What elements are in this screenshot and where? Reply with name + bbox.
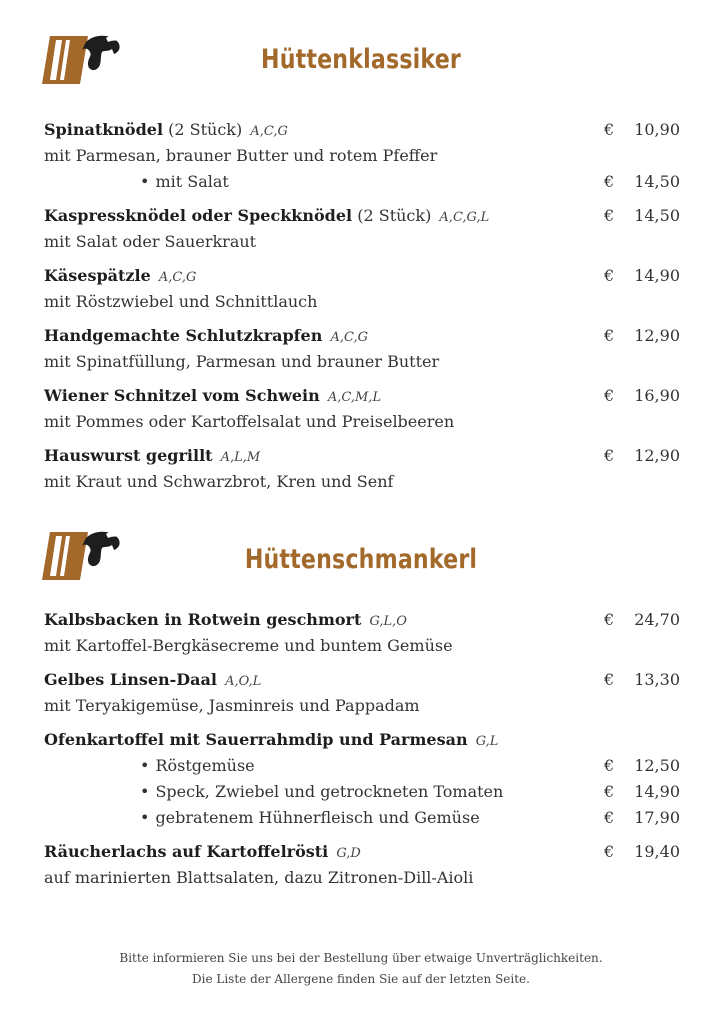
allergen-codes: G,L <box>475 734 499 749</box>
allergen-codes: A,C,M,L <box>327 390 382 405</box>
menu-item: Handgemachte Schlutzkrapfen A,C,G € 12,90 mit Spinatfüllung, Parmesan und brauner Butter <box>44 323 680 383</box>
allergen-codes: A,C,G,L <box>439 210 490 225</box>
dish-name: Wiener Schnitzel vom Schwein <box>44 386 320 405</box>
dish-option: • Speck, Zwiebel und getrockneten Tomaten <box>44 782 503 801</box>
menu-item: Ofenkartoffel mit Sauerrahmdip und Parmesan G,L • Röstgemüse € 12,50 • Speck, Zwiebel und getrockneten Tomaten € 14,90 • gebratenem Hühnerfleisch und Gemüse € 17,90 <box>44 727 680 839</box>
dish-name: Käsespätzle <box>44 266 151 285</box>
dish-quantity: (2 Stück) <box>168 120 243 139</box>
menu-item: Gelbes Linsen-Daal A,O,L € 13,30 mit Teryakigemüse, Jasminreis und Pappadam <box>44 667 680 727</box>
dish-description: mit Kraut und Schwarzbrot, Kren und Senf <box>44 472 394 491</box>
dish-description: mit Kartoffel-Bergkäsecreme und buntem Gemüse <box>44 636 453 655</box>
allergen-codes: A,C,G <box>158 270 197 285</box>
allergen-codes: A,O,L <box>225 674 262 689</box>
section-header-klassiker <box>0 34 722 94</box>
dish-description: mit Parmesan, brauner Butter und rotem Pfeffer <box>44 146 438 165</box>
dish-description: mit Spinatfüllung, Parmesan und brauner Butter <box>44 352 440 371</box>
dish-name: Hauswurst gegrillt <box>44 446 213 465</box>
menu-list-schmankerl <box>44 607 680 899</box>
menu-item: Spinatknödel (2 Stück) A,C,G € 10,90 mit Parmesan, brauner Butter und rotem Pfeffer • mit Salat € 14,50 <box>44 117 680 203</box>
menu-item: Käsespätzle A,C,G € 14,90 mit Röstzwiebel und Schnittlauch <box>44 263 680 323</box>
menu-item: Räucherlachs auf Kartoffelrösti G,D € 19,40 auf marinierten Blattsalaten, dazu Zitronen-Dill-Aioli <box>44 839 680 899</box>
dish-name: Kalbsbacken in Rotwein geschmort <box>44 610 362 629</box>
dish-description: mit Teryakigemüse, Jasminreis und Pappadam <box>44 696 420 715</box>
menu-list-klassiker <box>44 117 680 503</box>
dish-name: Handgemachte Schlutzkrapfen <box>44 326 323 345</box>
allergen-codes: A,C,G <box>330 330 368 345</box>
dish-quantity: (2 Stück) <box>357 206 432 225</box>
menu-item: Kalbsbacken in Rotwein geschmort G,L,O € 24,70 mit Kartoffel-Bergkäsecreme und buntem Gemüse <box>44 607 680 667</box>
dish-option: • mit Salat <box>44 172 229 191</box>
allergen-codes: G,D <box>336 846 361 861</box>
menu-item: Wiener Schnitzel vom Schwein A,C,M,L € 16,90 mit Pommes oder Kartoffelsalat und Preiselbeeren <box>44 383 680 443</box>
allergen-codes: A,L,M <box>220 450 261 465</box>
dish-description: mit Röstzwiebel und Schnittlauch <box>44 292 318 311</box>
menu-item: Hauswurst gegrillt A,L,M € 12,90 mit Kraut und Schwarzbrot, Kren und Senf <box>44 443 680 503</box>
allergen-codes: G,L,O <box>369 614 407 629</box>
footer-line-1: Bitte informieren Sie uns bei der Bestellung über etwaige Unverträglichkeiten. <box>119 951 603 965</box>
dish-name: Spinatknödel <box>44 120 164 139</box>
dish-option: • Röstgemüse <box>44 756 255 775</box>
dish-name: Räucherlachs auf Kartoffelrösti <box>44 842 329 861</box>
dish-name: Kaspressknödel oder Speckknödel <box>44 206 353 225</box>
dish-name: Gelbes Linsen-Daal <box>44 670 217 689</box>
allergen-notice <box>0 948 722 990</box>
section-header-schmankerl <box>0 530 722 590</box>
dish-description: auf marinierten Blattsalaten, dazu Zitronen-Dill-Aioli <box>44 868 474 887</box>
section-title: Hüttenklassiker <box>261 44 461 75</box>
section-title: Hüttenschmankerl <box>244 544 478 575</box>
dish-option: • gebratenem Hühnerfleisch und Gemüse <box>44 808 480 827</box>
dish-description: mit Salat oder Sauerkraut <box>44 232 257 251</box>
dish-name: Ofenkartoffel mit Sauerrahmdip und Parmesan <box>44 730 468 749</box>
allergen-codes: A,C,G <box>250 124 288 139</box>
footer-line-2: Die Liste der Allergene finden Sie auf der letzten Seite. <box>192 972 530 986</box>
menu-item: Kaspressknödel oder Speckknödel (2 Stück) A,C,G,L € 14,50 mit Salat oder Sauerkraut <box>44 203 680 263</box>
dish-description: mit Pommes oder Kartoffelsalat und Preiselbeeren <box>44 412 455 431</box>
